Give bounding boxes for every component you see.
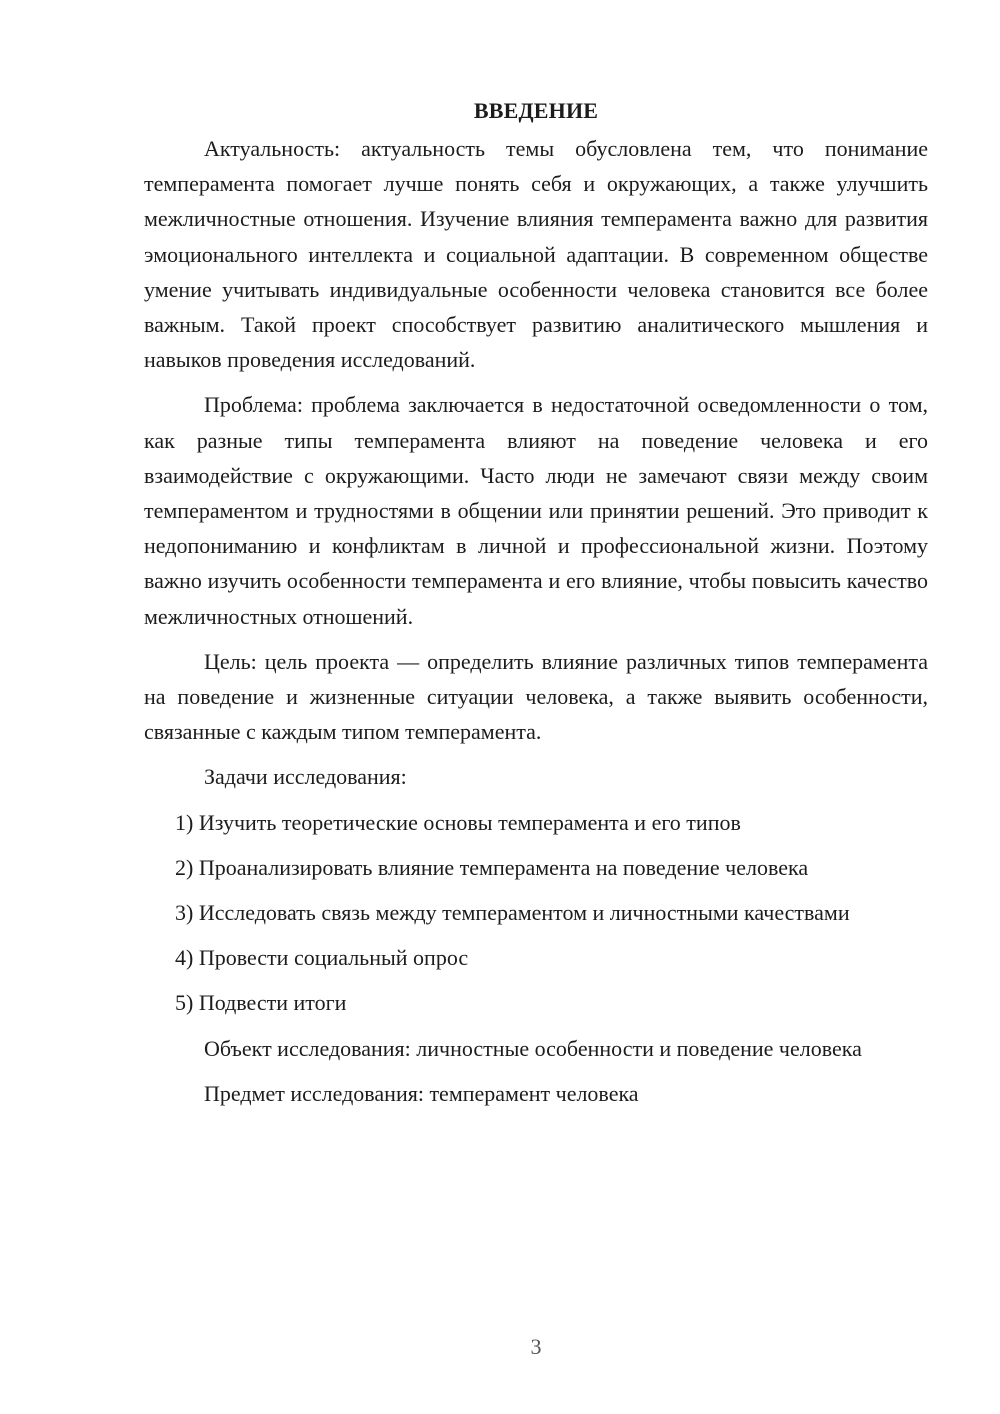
relevance-paragraph: Актуальность: актуальность темы обусловлена тем, что понимание темперамента помогает лучше понять себя и окружающих, а также улучшить межличностные отношения. Изучение влияния темперамента важно для развития эмоционального интеллекта и социальной адаптации. В современном обществе умение учитывать индивидуальные особенности человека становится все более важным. Такой проект способствует развитию аналитического мышления и навыков проведения исследований. [144, 136, 928, 373]
problem-paragraph: Проблема: проблема заключается в недостаточной осведомленности о том, как разные типы темперамента влияют на поведение человека и его взаимодействие с окружающими. Часто люди не замечают связи между своим темпераментом и трудностями в общении или принятии решений. Это приводит к недопониманию и конфликтам в личной и профессиональной жизни. Поэтому важно изучить особенности темперамента и его влияние, чтобы повысить качество межличностных отношений. [144, 392, 928, 629]
page-number: 3 [530, 1334, 542, 1359]
task-item-5: 5) Подвести итоги [175, 990, 347, 1016]
section-heading: ВВЕДЕНИЕ [473, 98, 599, 123]
task-item-2: 2) Проанализировать влияние темперамента на поведение человека [175, 854, 809, 880]
page-content [144, 96, 928, 1121]
research-subject-paragraph: Предмет исследования: темперамент человека [204, 1080, 639, 1106]
task-item-1: 1) Изучить теоретические основы темперамента и его типов [175, 809, 741, 835]
research-object-paragraph: Объект исследования: личностные особенности и поведение человека [204, 1035, 862, 1061]
goal-paragraph: Цель: цель проекта — определить влияние различных типов темперамента на поведение и жизненные ситуации человека, а также выявить особенности, связанные с каждым типом темперамента. [144, 648, 928, 745]
task-item-4: 4) Провести социальный опрос [175, 945, 469, 971]
tasks-heading: Задачи исследования: [204, 764, 407, 790]
task-item-3: 3) Исследовать связь между темпераментом и личностными качествами [175, 900, 850, 926]
